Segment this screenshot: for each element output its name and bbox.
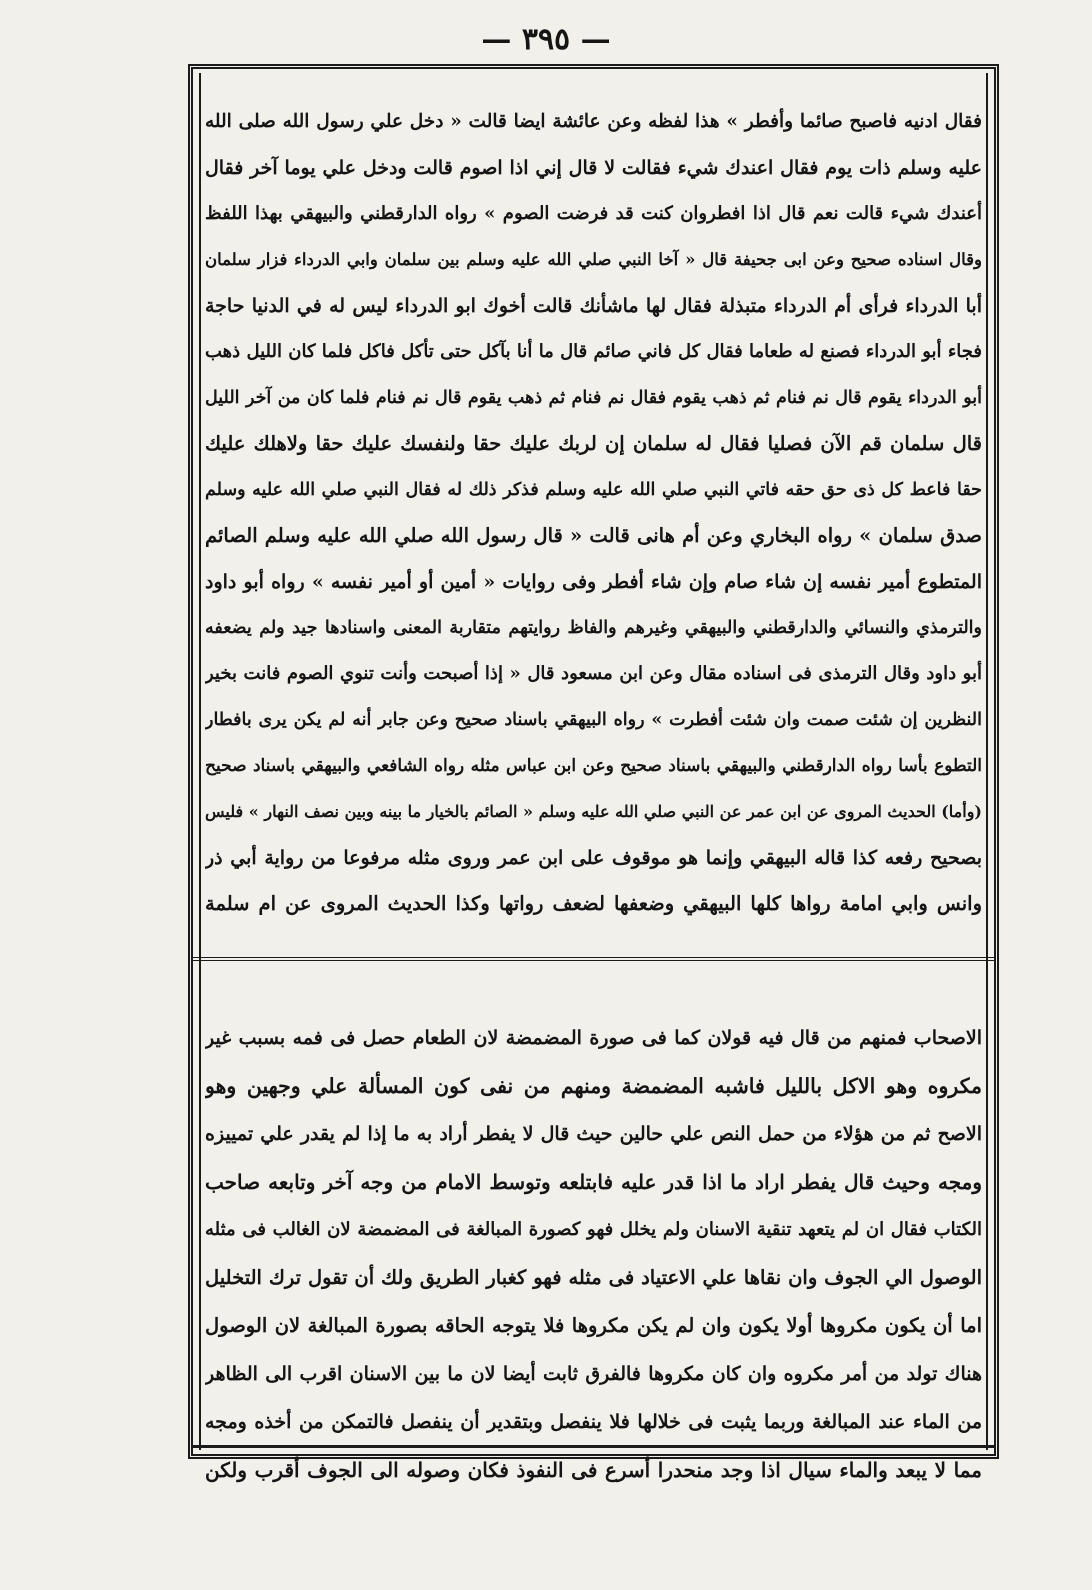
main-text-line: فجاء أبو الدرداء فصنع له طعاما فقال كل فاني صائم قال ما أنا بآكل حتى تأكل فاكل فلما كان الليل ذهب — [205, 341, 982, 362]
main-text-line: قال سلمان قم الآن فصليا فقال له سلمان إن لربك عليك حقا ولنفسك عليك حقا ولاهلك عليك — [205, 432, 982, 455]
main-text-line: فقال ادنيه فاصبح صائما وأفطر » هذا لفظه وعن عائشة ايضا قالت « دخل علي رسول الله صلى الله — [205, 111, 982, 132]
main-text-line: أعندك شيء قالت نعم قال اذا افطروان كنت قد فرضت الصوم » رواه الدارقطني والبيهقي بهذا اللفظ — [205, 203, 982, 224]
main-text-line: والترمذي والنسائي والدارقطني والبيهقي وغيرهم والفاظ روايتهم متقاربة المعنى واسنادها جيد ولم يضعفه — [205, 618, 982, 638]
page-number: — ٣٩٥ — — [481, 22, 611, 57]
main-text-line: بصحيح رفعه كذا قاله البيهقي وإنما هو موقوف على ابن عمر وروى مثله مرفوعا من رواية أبي ذر — [205, 847, 982, 869]
commentary-text-line: ومجه وحيث قال يفطر اراد ما اذا قدر عليه فابتلعه وتوسط الامام من وجه آخر وتابعه صاحب — [205, 1170, 982, 1194]
section-divider — [193, 957, 994, 961]
main-text-line: أبو الدرداء يقوم قال نم فنام ثم ذهب يقوم فقال نم فنام ثم ذهب يقوم قال نم فنام فلما كان من آخر الليل — [205, 388, 982, 408]
commentary-text-line: الاصح ثم من هؤلاء من حمل النص علي حالين حيث قال لا يفطر أراد به ما إذا لم يقدر علي تمييزه — [205, 1123, 982, 1145]
main-text-line: وقال اسناده صحيح وعن ابى جحيفة قال « آخا النبي صلي الله عليه وسلم بين سلمان وابي الدرداء فزار سلمان — [205, 250, 982, 269]
main-text-line: التطوع بأسا رواه الدارقطني والبيهقي باسناد صحيح وعن ابن عباس مثله رواه الشافعي والبيهقي باسناد صحيح — [205, 756, 982, 776]
bottom-rule — [193, 1445, 994, 1448]
main-text-line: حقا فاعط كل ذى حق حقه فاتي النبي صلي الله عليه وسلم فذكر ذلك له فقال النبي صلي الله عليه وسلم — [205, 480, 982, 500]
commentary-text-line: الاصحاب فمنهم من قال فيه قولان كما فى صورة المضمضة لان الطعام حصل فى فمه بسبب غير — [205, 1027, 982, 1049]
commentary-text-line: مما لا يبعد والماء سيال اذا وجد منحدرا أسرع فى النفوذ فكان وصوله الى الجوف أقرب ولكن — [205, 1458, 982, 1482]
commentary-text-line: الكتاب فقال ان لم يتعهد تنقية الاسنان ولم يخلل فهو كصورة المبالغة فى المضمضة لان الغالب فى مثله — [205, 1219, 982, 1240]
main-text-line: عليه وسلم ذات يوم فقال اعندك شيء فقالت لا قال إني اذا اصوم قالت ودخل علي يوما آخر فقال — [205, 157, 982, 179]
commentary-text — [205, 1014, 982, 1494]
main-text-line: صدق سلمان » رواه البخاري وعن أم هانى قالت « قال رسول الله صلي الله عليه وسلم الصائم — [205, 524, 982, 547]
commentary-text-line: من الماء عند المبالغة وربما يثبت فى خلالها فلا ينفصل وبتقدير أن ينفصل فالتمكن من أخذه ومجه — [205, 1411, 982, 1433]
main-text-line: النظرين إن شئت صمت وان شئت أفطرت » رواه البيهقي باسناد صحيح وعن جابر أنه لم يكن يرى بافطار — [205, 710, 982, 730]
main-text-line: أبو داود وقال الترمذى فى اسناده مقال وعن ابن مسعود قال « إذا أصبحت وأنت تنوي الصوم فانت بخير — [205, 663, 982, 684]
main-text — [205, 99, 982, 927]
main-text-line: المتطوع أمير نفسه إن شاء صام وإن شاء أفطر وفى روايات « أمين أو أمير نفسه » رواه أبو داود — [205, 571, 982, 593]
commentary-text-line: مكروه وهو الاكل بالليل فاشبه المضمضة ومنهم من نفى كون المسألة علي وجهين وهو — [205, 1074, 982, 1098]
main-text-line: (وأما) الحديث المروى عن ابن عمر عن النبي صلي الله عليه وسلم « الصائم بالخيار ما بينه وبين نصف النهار » فليس — [205, 802, 982, 821]
page-frame — [188, 64, 999, 1482]
main-text-line: أبا الدرداء فرأى أم الدرداء متبذلة فقال لها ماشأنك قالت أخوك ابو الدرداء ليس له في الدنيا حاجة — [205, 295, 982, 317]
commentary-text-line: الوصول الي الجوف وان نقاها علي الاعتياد فى مثله فهو كغبار الطريق ولك أن تقول ترك التخليل — [205, 1266, 982, 1289]
main-text-line: وانس وابي امامة رواها كلها البيهقي وضعفها لضعف رواتها وكذا الحديث المروى عن ام سلمة — [205, 892, 982, 915]
commentary-text-line: اما أن يكون مكروها أولا يكون وان لم يكن مكروها فلا يتوجه الحاقه بصورة المبالغة لان الوصول — [205, 1314, 982, 1337]
commentary-text-line: هناك تولد من أمر مكروه وان كان مكروها فالفرق ثابت أيضا لان ما بين الاسنان اقرب الى الظاهر — [205, 1363, 982, 1385]
